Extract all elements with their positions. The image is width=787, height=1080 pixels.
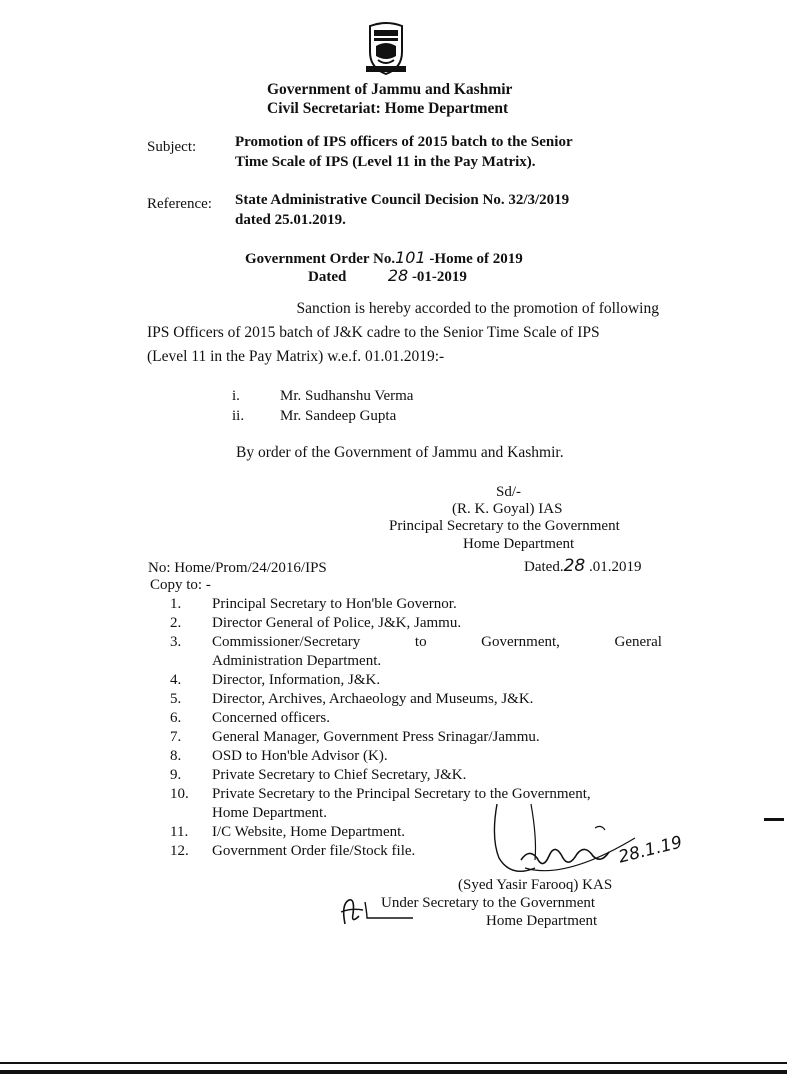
state-emblem-icon	[364, 22, 408, 76]
list-item	[170, 671, 662, 690]
list-item-text: Concerned officers.	[212, 710, 331, 726]
list-item	[170, 709, 662, 728]
list-item-text: Government Order file/Stock file.	[212, 843, 416, 859]
list-item	[170, 747, 662, 766]
order-number-line	[245, 248, 523, 268]
body-paragraph-line-3: (Level 11 in the Pay Matrix) w.e.f. 01.01.2019:-	[147, 348, 445, 365]
list-item	[170, 728, 662, 747]
signatory1-name: (R. K. Goyal) IAS	[452, 501, 563, 517]
subject-line-1: Promotion of IPS officers of 2015 batch to the Senior	[235, 134, 573, 150]
ref-date-label: Dated.	[524, 559, 564, 575]
list-item-number: 5.	[170, 691, 182, 707]
subject-line-2: Time Scale of IPS (Level 11 in the Pay Matrix).	[235, 154, 536, 170]
list-item-text: I/C Website, Home Department.	[212, 824, 406, 840]
ref-date	[524, 556, 641, 576]
list-item-number: 10.	[170, 786, 189, 802]
list-item	[170, 595, 662, 614]
list-item-text-line-2: Home Department.	[212, 805, 327, 821]
handwritten-date: 28.1.19	[616, 832, 685, 868]
order-prefix: Government Order No.	[245, 251, 396, 267]
body-line-1-text: Sanction is hereby accorded to the promotion of following	[296, 300, 659, 317]
scan-border-line	[0, 1070, 787, 1074]
closing-line: By order of the Government of Jammu and Kashmir.	[236, 444, 564, 461]
list-item	[170, 614, 662, 633]
subject-label: Subject:	[147, 139, 197, 155]
order-date-day: 28	[387, 266, 409, 285]
copy-to-label: Copy to: -	[150, 577, 211, 593]
reference-line-2: dated 25.01.2019.	[235, 212, 346, 228]
header-department: Civil Secretariat: Home Department	[267, 100, 509, 117]
margin-mark	[764, 818, 784, 821]
ref-date-rest: .01.2019	[588, 559, 642, 575]
list-item-number: 2.	[170, 615, 182, 631]
order-dated-label: Dated	[308, 269, 347, 285]
officer-number: ii.	[232, 408, 245, 424]
officer-number: i.	[232, 388, 240, 404]
order-date-line	[308, 266, 467, 286]
officer-name: Mr. Sandeep Gupta	[280, 408, 397, 424]
scan-border-line	[0, 1062, 787, 1064]
signatory1-title: Principal Secretary to the Government	[389, 518, 620, 534]
list-item-number: 1.	[170, 596, 182, 612]
list-item-text-line-2: Administration Department.	[212, 653, 382, 669]
officer-name: Mr. Sudhanshu Verma	[280, 388, 414, 404]
list-item-text-line-1: Private Secretary to the Principal Secretary to the Government,	[212, 786, 591, 802]
list-item-text: Principal Secretary to Hon'ble Governor.	[212, 596, 457, 612]
list-item-number: 3.	[170, 634, 182, 650]
body-paragraph-line-2: IPS Officers of 2015 batch of J&K cadre to the Senior Time Scale of IPS	[147, 324, 600, 341]
header-government: Government of Jammu and Kashmir	[267, 81, 513, 98]
list-item-number: 8.	[170, 748, 182, 764]
list-item	[170, 766, 662, 785]
list-item-number: 9.	[170, 767, 182, 783]
officer-list	[232, 386, 413, 426]
signatory2-name: (Syed Yasir Farooq) KAS	[458, 877, 613, 893]
body-paragraph	[147, 297, 659, 369]
signatory2-dept: Home Department	[486, 913, 598, 929]
list-item-number: 6.	[170, 710, 182, 726]
ref-date-day: 28	[563, 556, 586, 576]
list-item-number: 11.	[170, 824, 189, 840]
list-item-word: Commissioner/Secretary	[212, 634, 361, 650]
reference-line-1: State Administrative Council Decision No. 32/3/2019	[235, 192, 570, 208]
ref-number: No: Home/Prom/24/2016/IPS	[148, 560, 327, 576]
list-item-number: 4.	[170, 672, 182, 688]
list-item-text: General Manager, Government Press Srinagar/Jammu.	[212, 729, 540, 745]
body-paragraph-line-1	[147, 297, 659, 321]
officer-item	[232, 386, 413, 406]
list-item	[170, 633, 662, 671]
list-item-number: 12.	[170, 843, 189, 859]
list-item-text: Director General of Police, J&K, Jammu.	[212, 615, 462, 631]
list-item-text: Director, Information, J&K.	[212, 672, 381, 688]
list-item	[170, 690, 662, 709]
signatory1-dept: Home Department	[463, 536, 575, 552]
signatory2-title: Under Secretary to the Government	[381, 895, 596, 911]
list-item-word: to	[414, 634, 427, 650]
order-date-rest: -01-2019	[411, 269, 467, 285]
list-item-text	[212, 633, 662, 671]
order-suffix: -Home of 2019	[429, 251, 523, 267]
list-item-text: Director, Archives, Archaeology and Museums, J&K.	[212, 691, 534, 707]
officer-item	[232, 406, 413, 426]
reference-label: Reference:	[147, 196, 212, 212]
order-number: 101	[395, 248, 426, 267]
list-item-number: 7.	[170, 729, 182, 745]
signatory1-sd: Sd/-	[496, 484, 522, 500]
list-item-word: General	[614, 634, 662, 650]
list-item-text: OSD to Hon'ble Advisor (K).	[212, 748, 388, 764]
list-item-word: Government,	[481, 634, 560, 650]
list-item-text: Private Secretary to Chief Secretary, J&K.	[212, 767, 467, 783]
